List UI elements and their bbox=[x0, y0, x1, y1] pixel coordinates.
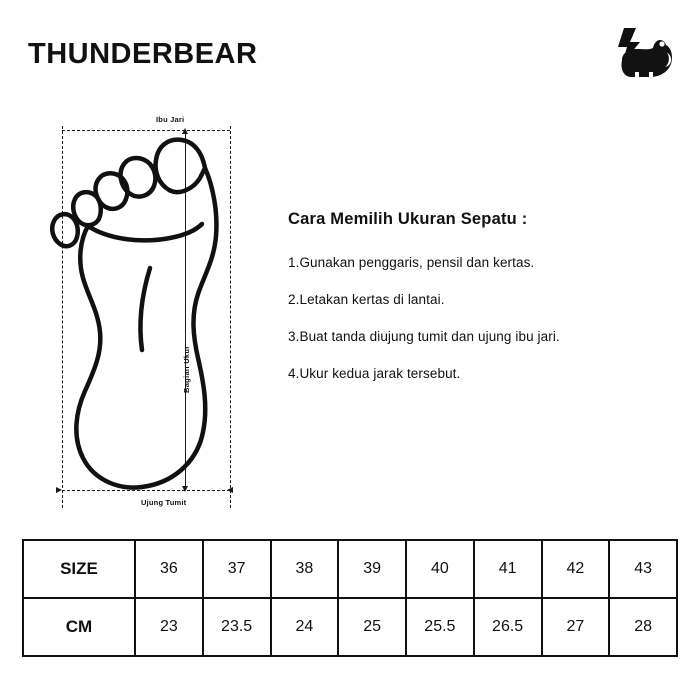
cm-cell-3: 24 bbox=[271, 598, 339, 656]
cm-cell-1: 23 bbox=[135, 598, 203, 656]
foot-sole-outline-icon bbox=[30, 108, 270, 520]
cm-cell-5: 25.5 bbox=[406, 598, 474, 656]
label-ibu-jari: Ibu Jari bbox=[156, 115, 185, 124]
size-cell-38: 38 bbox=[271, 540, 339, 598]
table-row-size bbox=[23, 540, 677, 598]
table-row-cm bbox=[23, 598, 677, 656]
instruction-step-3: 3.Buat tanda diujung tumit dan ujung ibu jari. bbox=[288, 329, 560, 344]
label-bagian-ukur: Bagian Ukur bbox=[182, 345, 191, 393]
instruction-step-2: 2.Letakan kertas di lantai. bbox=[288, 292, 445, 307]
row-header-size: SIZE bbox=[23, 540, 135, 598]
size-cell-36: 36 bbox=[135, 540, 203, 598]
instruction-step-4: 4.Ukur kedua jarak tersebut. bbox=[288, 366, 461, 381]
instructions-panel bbox=[288, 210, 678, 403]
size-cell-40: 40 bbox=[406, 540, 474, 598]
size-cell-41: 41 bbox=[474, 540, 542, 598]
instructions-title: Cara Memilih Ukuran Sepatu : bbox=[288, 210, 528, 228]
cm-cell-6: 26.5 bbox=[474, 598, 542, 656]
size-cell-39: 39 bbox=[338, 540, 406, 598]
cm-cell-7: 27 bbox=[542, 598, 610, 656]
instructions-list bbox=[288, 255, 678, 381]
size-cell-42: 42 bbox=[542, 540, 610, 598]
cm-cell-2: 23.5 bbox=[203, 598, 271, 656]
brand-title: THUNDERBEAR bbox=[28, 38, 258, 70]
instruction-step-1: 1.Gunakan penggaris, pensil dan kertas. bbox=[288, 255, 535, 270]
label-ujung-tumit: Ujung Tumit bbox=[141, 498, 187, 507]
bear-logo-icon bbox=[602, 26, 674, 82]
cm-cell-8: 28 bbox=[609, 598, 677, 656]
cm-cell-4: 25 bbox=[338, 598, 406, 656]
row-header-cm: CM bbox=[23, 598, 135, 656]
size-cell-43: 43 bbox=[609, 540, 677, 598]
foot-measure-diagram bbox=[30, 108, 270, 520]
size-cell-37: 37 bbox=[203, 540, 271, 598]
size-conversion-table bbox=[22, 539, 678, 657]
